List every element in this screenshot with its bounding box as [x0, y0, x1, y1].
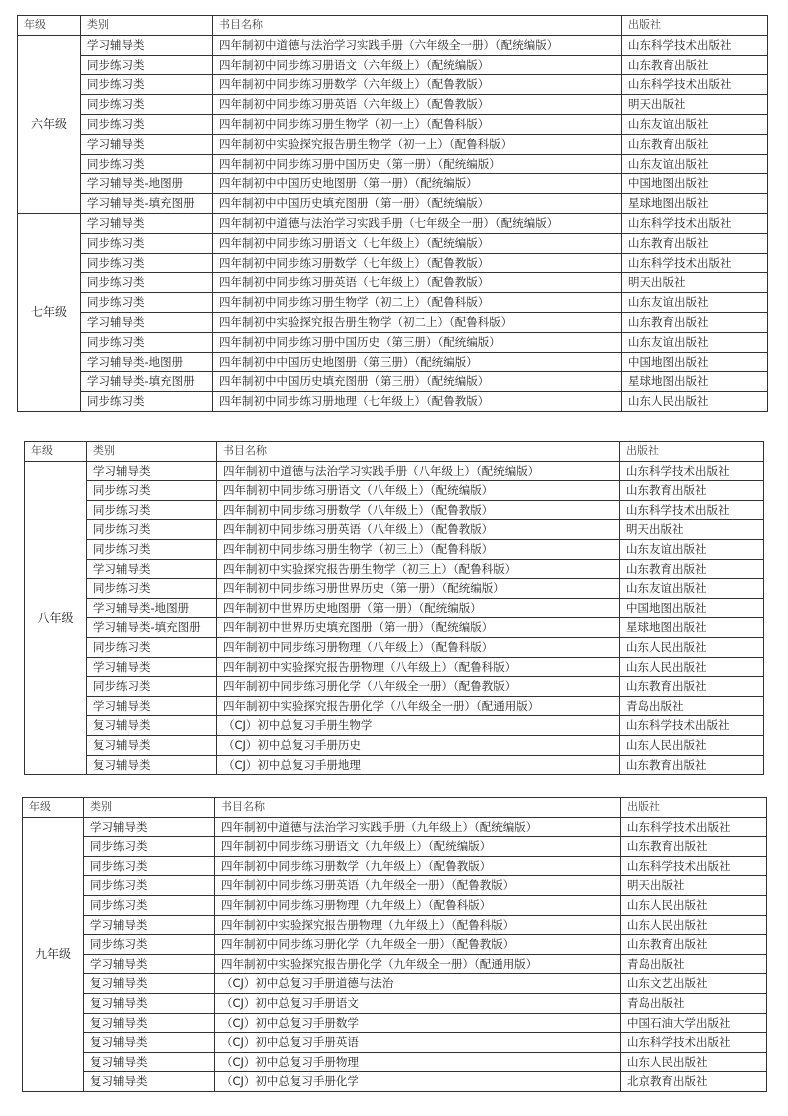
- table-row: [25, 461, 764, 481]
- publisher-cell: 山东文艺出版社: [621, 974, 767, 994]
- title-cell: 四年制初中实验探究报告册生物学（初三上）（配鲁科版）: [217, 559, 620, 579]
- table-row: [18, 114, 768, 134]
- table-header-row: [23, 798, 767, 818]
- category-cell: 同步练习类: [81, 95, 213, 115]
- title-cell: 四年制初中实验探究报告册生物学（初二上）（配鲁科版）: [213, 312, 622, 332]
- category-cell: 学习辅导类: [81, 213, 213, 233]
- category-cell: 同步练习类: [81, 332, 213, 352]
- publisher-cell: 星球地图出版社: [620, 618, 764, 638]
- title-cell: 四年制初中同步练习册数学（九年级上）（配鲁教版）: [215, 856, 621, 876]
- title-cell: 四年制初中同步练习册物理（九年级上）（配鲁科版）: [215, 895, 621, 915]
- table-row: [18, 293, 768, 313]
- table-row: [18, 332, 768, 352]
- table-row: [25, 637, 764, 657]
- title-cell: 四年制初中同步练习册数学（七年级上）（配鲁教版）: [213, 253, 622, 273]
- table-row: [18, 352, 768, 372]
- title-cell: 四年制初中中国历史填充图册（第一册）（配统编版）: [213, 194, 622, 214]
- publisher-cell: 中国地图出版社: [622, 352, 768, 372]
- title-cell: （CJ）初中总复习手册道德与法治: [215, 974, 621, 994]
- category-cell: 同步练习类: [87, 637, 217, 657]
- category-cell: 复习辅导类: [84, 993, 215, 1013]
- category-cell: 复习辅导类: [87, 716, 217, 736]
- category-cell: 同步练习类: [87, 677, 217, 697]
- title-cell: 四年制初中同步练习册中国历史（第一册）（配统编版）: [213, 154, 622, 174]
- category-cell: 复习辅导类: [84, 1052, 215, 1072]
- publisher-cell: 山东友谊出版社: [622, 332, 768, 352]
- column-header-category: 类别: [81, 16, 213, 36]
- category-cell: 同步练习类: [87, 481, 217, 501]
- column-header-grade: 年级: [18, 16, 81, 36]
- column-header-title: 书目名称: [213, 16, 622, 36]
- table-row: [23, 837, 767, 857]
- category-cell: 复习辅导类: [87, 755, 217, 775]
- publisher-cell: 山东人民出版社: [620, 657, 764, 677]
- category-cell: 学习辅导类: [84, 915, 215, 935]
- category-cell: 学习辅导类-地图册: [87, 598, 217, 618]
- title-cell: 四年制初中世界历史填充图册（第一册）（配统编版）: [217, 618, 620, 638]
- table-row: [25, 539, 764, 559]
- column-header-category: 类别: [87, 442, 217, 462]
- publisher-cell: 青岛出版社: [621, 993, 767, 1013]
- publisher-cell: 山东教育出版社: [621, 935, 767, 955]
- publisher-cell: 山东人民出版社: [621, 915, 767, 935]
- publisher-cell: 山东科学技术出版社: [621, 856, 767, 876]
- publisher-cell: 山东教育出版社: [622, 134, 768, 154]
- category-cell: 同步练习类: [84, 837, 215, 857]
- title-cell: 四年制初中同步练习册英语（八年级上）（配鲁教版）: [217, 520, 620, 540]
- title-cell: 四年制初中实验探究报告册化学（九年级全一册）（配通用版）: [215, 954, 621, 974]
- table-row: [23, 1072, 767, 1092]
- title-cell: 四年制初中道德与法治学习实践手册（七年级全一册）（配统编版）: [213, 213, 622, 233]
- title-cell: 四年制初中同步练习册英语（七年级上）（配鲁教版）: [213, 273, 622, 293]
- column-header-publisher: 出版社: [621, 798, 767, 818]
- table-row: [18, 75, 768, 95]
- table-row: [18, 35, 768, 55]
- publisher-cell: 山东科学技术出版社: [622, 75, 768, 95]
- title-cell: 四年制初中实验探究报告册生物学（初一上）（配鲁科版）: [213, 134, 622, 154]
- table-row: [25, 559, 764, 579]
- title-cell: 四年制初中同步练习册英语（六年级上）（配鲁教版）: [213, 95, 622, 115]
- table-row: [18, 95, 768, 115]
- table-row: [23, 1033, 767, 1053]
- category-cell: 复习辅导类: [84, 1072, 215, 1092]
- table-row: [18, 233, 768, 253]
- publisher-cell: 青岛出版社: [620, 696, 764, 716]
- category-cell: 学习辅导类: [87, 696, 217, 716]
- table-row: [23, 993, 767, 1013]
- publisher-cell: 中国地图出版社: [622, 174, 768, 194]
- category-cell: 学习辅导类: [81, 312, 213, 332]
- title-cell: 四年制初中同步练习册语文（六年级上）（配统编版）: [213, 55, 622, 75]
- publisher-cell: 明天出版社: [620, 520, 764, 540]
- publisher-cell: 山东科学技术出版社: [622, 35, 768, 55]
- column-header-category: 类别: [84, 798, 215, 818]
- category-cell: 学习辅导类-地图册: [81, 174, 213, 194]
- title-cell: 四年制初中同步练习册英语（九年级全一册）（配鲁教版）: [215, 876, 621, 896]
- category-cell: 学习辅导类-填充图册: [81, 194, 213, 214]
- publisher-cell: 山东教育出版社: [620, 755, 764, 775]
- publisher-cell: 山东科学技术出版社: [622, 213, 768, 233]
- publisher-cell: 山东科学技术出版社: [622, 253, 768, 273]
- table-row: [25, 500, 764, 520]
- column-header-title: 书目名称: [215, 798, 621, 818]
- table-row: [18, 55, 768, 75]
- publisher-cell: 山东人民出版社: [621, 895, 767, 915]
- category-cell: 同步练习类: [84, 856, 215, 876]
- title-cell: 四年制初中同步练习册生物学（初二上）（配鲁科版）: [213, 293, 622, 313]
- title-cell: 四年制初中同步练习册生物学（初三上）（配鲁科版）: [217, 539, 620, 559]
- table-row: [25, 598, 764, 618]
- publisher-cell: 山东友谊出版社: [622, 114, 768, 134]
- category-cell: 同步练习类: [81, 55, 213, 75]
- table-row: [25, 677, 764, 697]
- table-row: [25, 657, 764, 677]
- table-header-row: [25, 442, 764, 462]
- publisher-cell: 北京教育出版社: [621, 1072, 767, 1092]
- category-cell: 学习辅导类-填充图册: [87, 618, 217, 638]
- category-cell: 同步练习类: [81, 114, 213, 134]
- category-cell: 同步练习类: [81, 75, 213, 95]
- category-cell: 复习辅导类: [84, 1013, 215, 1033]
- title-cell: 四年制初中道德与法治学习实践手册（八年级上）（配统编版）: [217, 461, 620, 481]
- publisher-cell: 山东科学技术出版社: [621, 1033, 767, 1053]
- grade-cell: 六年级: [18, 35, 81, 213]
- title-cell: 四年制初中同步练习册数学（八年级上）（配鲁教版）: [217, 500, 620, 520]
- table-row: [25, 735, 764, 755]
- table-row: [23, 915, 767, 935]
- grade-cell: 九年级: [23, 817, 84, 1091]
- table-row: [18, 154, 768, 174]
- publisher-cell: 山东教育出版社: [620, 677, 764, 697]
- title-cell: 四年制初中中国历史地图册（第三册）（配统编版）: [213, 352, 622, 372]
- publisher-cell: 山东科学技术出版社: [620, 716, 764, 736]
- publisher-cell: 山东友谊出版社: [620, 579, 764, 599]
- publisher-cell: 山东科学技术出版社: [621, 817, 767, 837]
- table-row: [23, 1052, 767, 1072]
- category-cell: 同步练习类: [81, 233, 213, 253]
- publisher-cell: 山东教育出版社: [620, 481, 764, 501]
- column-header-grade: 年级: [23, 798, 84, 818]
- publisher-cell: 山东教育出版社: [622, 312, 768, 332]
- category-cell: 同步练习类: [81, 273, 213, 293]
- publisher-cell: 青岛出版社: [621, 954, 767, 974]
- category-cell: 复习辅导类: [84, 1033, 215, 1053]
- table-row: [23, 895, 767, 915]
- table-row: [23, 1013, 767, 1033]
- title-cell: 四年制初中同步练习册化学（九年级全一册）（配鲁教版）: [215, 935, 621, 955]
- category-cell: 同步练习类: [84, 935, 215, 955]
- title-cell: （CJ）初中总复习手册数学: [215, 1013, 621, 1033]
- title-cell: （CJ）初中总复习手册化学: [215, 1072, 621, 1092]
- title-cell: 四年制初中世界历史地图册（第一册）（配统编版）: [217, 598, 620, 618]
- table-row: [18, 213, 768, 233]
- category-cell: 同步练习类: [87, 500, 217, 520]
- title-cell: （CJ）初中总复习手册历史: [217, 735, 620, 755]
- publisher-cell: 山东教育出版社: [622, 55, 768, 75]
- title-cell: 四年制初中道德与法治学习实践手册（九年级上）（配统编版）: [215, 817, 621, 837]
- publisher-cell: 中国地图出版社: [620, 598, 764, 618]
- category-cell: 复习辅导类: [84, 974, 215, 994]
- title-cell: 四年制初中实验探究报告册物理（九年级上）（配鲁科版）: [215, 915, 621, 935]
- publisher-cell: 山东科学技术出版社: [620, 461, 764, 481]
- publisher-cell: 山东教育出版社: [621, 837, 767, 857]
- category-cell: 学习辅导类-填充图册: [81, 372, 213, 392]
- category-cell: 学习辅导类-地图册: [81, 352, 213, 372]
- table-row: [18, 312, 768, 332]
- title-cell: （CJ）初中总复习手册物理: [215, 1052, 621, 1072]
- title-cell: 四年制初中同步练习册物理（八年级上）（配鲁科版）: [217, 637, 620, 657]
- category-cell: 同步练习类: [87, 579, 217, 599]
- title-cell: 四年制初中实验探究报告册化学（八年级全一册）（配通用版）: [217, 696, 620, 716]
- publisher-cell: 山东教育出版社: [622, 233, 768, 253]
- title-cell: 四年制初中同步练习册世界历史（第一册）（配统编版）: [217, 579, 620, 599]
- category-cell: 同步练习类: [81, 253, 213, 273]
- publisher-cell: 明天出版社: [622, 95, 768, 115]
- category-cell: 学习辅导类: [87, 461, 217, 481]
- table-row: [18, 372, 768, 392]
- publisher-cell: 山东人民出版社: [620, 735, 764, 755]
- table-row: [18, 253, 768, 273]
- title-cell: 四年制初中实验探究报告册物理（八年级上）（配鲁科版）: [217, 657, 620, 677]
- publisher-cell: 山东人民出版社: [620, 637, 764, 657]
- category-cell: 同步练习类: [87, 539, 217, 559]
- title-cell: 四年制初中中国历史填充图册（第三册）（配统编版）: [213, 372, 622, 392]
- category-cell: 同步练习类: [81, 392, 213, 412]
- table-row: [23, 974, 767, 994]
- grade-cell: 八年级: [25, 461, 87, 775]
- category-cell: 学习辅导类: [84, 817, 215, 837]
- title-cell: 四年制初中同步练习册中国历史（第三册）（配统编版）: [213, 332, 622, 352]
- category-cell: 学习辅导类: [87, 559, 217, 579]
- publisher-cell: 山东友谊出版社: [622, 293, 768, 313]
- title-cell: 四年制初中同步练习册化学（八年级全一册）（配鲁教版）: [217, 677, 620, 697]
- publisher-cell: 山东友谊出版社: [622, 154, 768, 174]
- publisher-cell: 明天出版社: [621, 876, 767, 896]
- publisher-cell: 山东友谊出版社: [620, 539, 764, 559]
- publisher-cell: 中国石油大学出版社: [621, 1013, 767, 1033]
- title-cell: （CJ）初中总复习手册英语: [215, 1033, 621, 1053]
- column-header-publisher: 出版社: [622, 16, 768, 36]
- table-row: [23, 876, 767, 896]
- table-row: [23, 935, 767, 955]
- table-header-row: [18, 16, 768, 36]
- title-cell: 四年制初中同步练习册数学（六年级上）（配鲁教版）: [213, 75, 622, 95]
- table-row: [18, 392, 768, 412]
- table-row: [18, 194, 768, 214]
- publisher-cell: 山东科学技术出版社: [620, 500, 764, 520]
- publisher-cell: 山东教育出版社: [620, 559, 764, 579]
- category-cell: 学习辅导类: [81, 35, 213, 55]
- category-cell: 同步练习类: [81, 293, 213, 313]
- title-cell: 四年制初中同步练习册语文（八年级上）（配统编版）: [217, 481, 620, 501]
- category-cell: 同步练习类: [81, 154, 213, 174]
- title-cell: （CJ）初中总复习手册语文: [215, 993, 621, 1013]
- category-cell: 学习辅导类: [87, 657, 217, 677]
- publisher-cell: 明天出版社: [622, 273, 768, 293]
- table-row: [18, 134, 768, 154]
- category-cell: 同步练习类: [84, 895, 215, 915]
- category-cell: 同步练习类: [87, 520, 217, 540]
- title-cell: 四年制初中同步练习册生物学（初一上）（配鲁科版）: [213, 114, 622, 134]
- column-header-title: 书目名称: [217, 442, 620, 462]
- title-cell: 四年制初中中国历史地图册（第一册）（配统编版）: [213, 174, 622, 194]
- category-cell: 复习辅导类: [87, 735, 217, 755]
- category-cell: 学习辅导类: [81, 134, 213, 154]
- title-cell: 四年制初中同步练习册语文（七年级上）（配统编版）: [213, 233, 622, 253]
- grade-cell: 七年级: [18, 213, 81, 411]
- publisher-cell: 星球地图出版社: [622, 194, 768, 214]
- title-cell: 四年制初中道德与法治学习实践手册（六年级全一册）（配统编版）: [213, 35, 622, 55]
- category-cell: 学习辅导类: [84, 954, 215, 974]
- column-header-grade: 年级: [25, 442, 87, 462]
- table-row: [23, 954, 767, 974]
- publisher-cell: 星球地图出版社: [622, 372, 768, 392]
- table-row: [25, 716, 764, 736]
- table-row: [23, 856, 767, 876]
- book-table-grades-6-7: [17, 15, 768, 412]
- table-row: [25, 520, 764, 540]
- publisher-cell: 山东人民出版社: [622, 392, 768, 412]
- title-cell: （CJ）初中总复习手册生物学: [217, 716, 620, 736]
- title-cell: （CJ）初中总复习手册地理: [217, 755, 620, 775]
- title-cell: 四年制初中同步练习册地理（七年级上）（配鲁教版）: [213, 392, 622, 412]
- table-row: [23, 817, 767, 837]
- title-cell: 四年制初中同步练习册语文（九年级上）（配统编版）: [215, 837, 621, 857]
- table-row: [25, 618, 764, 638]
- book-table-grade-9: [22, 797, 767, 1092]
- column-header-publisher: 出版社: [620, 442, 764, 462]
- publisher-cell: 山东人民出版社: [621, 1052, 767, 1072]
- table-row: [18, 273, 768, 293]
- table-row: [18, 174, 768, 194]
- table-row: [25, 579, 764, 599]
- category-cell: 同步练习类: [84, 876, 215, 896]
- table-row: [25, 481, 764, 501]
- table-row: [25, 696, 764, 716]
- book-table-grade-8: [24, 441, 764, 775]
- table-row: [25, 755, 764, 775]
